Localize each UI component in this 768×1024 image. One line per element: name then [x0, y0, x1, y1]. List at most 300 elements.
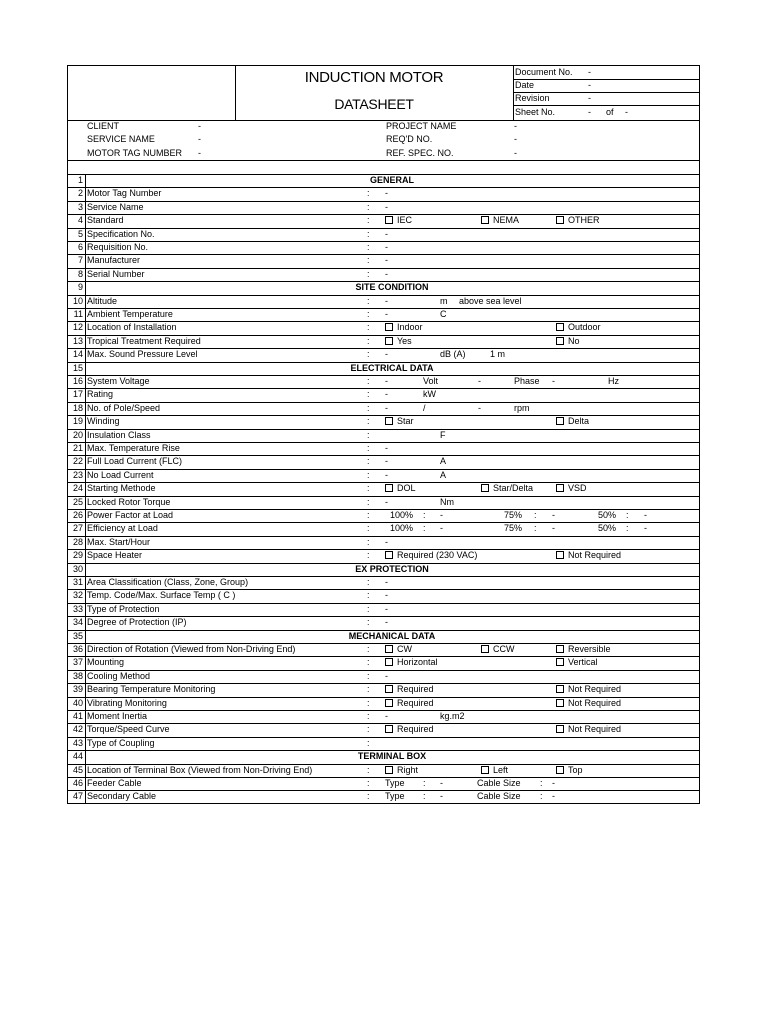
row-number: 44 — [72, 751, 83, 762]
checkbox-icon[interactable] — [481, 216, 489, 224]
row-number: 36 — [72, 644, 83, 654]
row-colon: : — [367, 242, 370, 252]
page-subtitle: DATASHEET — [334, 96, 414, 112]
client-info-label: PROJECT NAME — [386, 121, 457, 131]
row-number: 42 — [72, 724, 83, 735]
table-row — [68, 254, 699, 267]
checkbox-option[interactable] — [385, 643, 412, 656]
checkbox-icon[interactable] — [556, 216, 564, 224]
doc-info-label: Sheet No. — [515, 107, 556, 117]
row-value: - — [385, 469, 388, 480]
row-value: F — [440, 429, 446, 440]
row-value: - — [478, 402, 481, 413]
checkbox-label: IEC — [397, 215, 413, 226]
table-row — [68, 764, 699, 777]
table-row — [68, 643, 699, 656]
row-colon: : — [367, 188, 370, 199]
checkbox-option[interactable] — [556, 335, 580, 348]
table-row — [68, 348, 699, 361]
checkbox-option[interactable] — [481, 764, 508, 777]
checkbox-option[interactable] — [556, 214, 600, 227]
section-row — [68, 174, 699, 187]
row-label: System Voltage — [87, 376, 150, 386]
row-value: Type — [385, 778, 405, 788]
row-value: - — [440, 791, 443, 802]
checkbox-icon[interactable] — [385, 551, 393, 559]
row-value: 100% — [390, 510, 414, 520]
checkbox-icon[interactable] — [556, 685, 564, 693]
row-number: 7 — [77, 255, 83, 266]
row-number: 21 — [72, 443, 83, 453]
checkbox-option[interactable] — [556, 683, 621, 696]
row-value: : — [540, 778, 543, 788]
row-number: 45 — [72, 764, 83, 775]
row-value: - — [385, 268, 388, 279]
doc-info-value: - — [588, 67, 591, 77]
row-value: Hz — [608, 376, 619, 386]
checkbox-icon[interactable] — [556, 484, 564, 492]
table-row — [68, 536, 699, 549]
checkbox-label: Required — [397, 684, 434, 695]
checkbox-icon[interactable] — [556, 337, 564, 345]
row-colon: : — [367, 389, 370, 400]
row-number: 2 — [77, 188, 83, 199]
row-number: 17 — [72, 389, 83, 400]
header-bottom-line — [68, 120, 699, 121]
row-colon: : — [367, 295, 370, 306]
row-number: 12 — [72, 322, 83, 333]
checkbox-option[interactable] — [556, 415, 589, 428]
row-colon: : — [367, 778, 370, 788]
row-colon: : — [367, 684, 370, 695]
page-title: INDUCTION MOTOR — [304, 69, 444, 86]
checkbox-icon[interactable] — [385, 725, 393, 733]
row-label: Location of Installation — [87, 322, 177, 333]
row-value: C — [440, 309, 447, 319]
row-colon: : — [367, 255, 370, 266]
row-colon: : — [367, 402, 370, 413]
row-number: 5 — [77, 228, 83, 239]
table-row — [68, 402, 699, 415]
row-label: Temp. Code/Max. Surface Temp ( C ) — [87, 590, 236, 601]
table-row — [68, 697, 699, 710]
checkbox-option[interactable] — [556, 723, 621, 736]
row-label: Type of Coupling — [87, 737, 155, 748]
row-value: : — [423, 523, 426, 534]
row-value: - — [385, 711, 388, 721]
row-label: Efficiency at Load — [87, 523, 158, 534]
row-number: 25 — [72, 496, 83, 507]
table-row — [68, 603, 699, 616]
client-info-value: - — [514, 147, 517, 158]
row-label: Bearing Temperature Monitoring — [87, 684, 216, 695]
checkbox-label: Reversible — [568, 644, 611, 654]
row-label: Starting Methode — [87, 483, 156, 494]
row-label: Motor Tag Number — [87, 188, 162, 199]
row-label: Location of Terminal Box (Viewed from Non-Driving End) — [87, 764, 313, 775]
row-number: 23 — [72, 469, 83, 480]
table-row — [68, 201, 699, 214]
checkbox-option[interactable] — [556, 656, 598, 669]
row-value: - — [385, 309, 388, 319]
row-number: 43 — [72, 737, 83, 748]
row-label: Serial Number — [87, 268, 145, 279]
row-number: 20 — [72, 429, 83, 440]
checkbox-icon[interactable] — [385, 323, 393, 331]
table-row — [68, 228, 699, 241]
row-number: 6 — [77, 242, 83, 252]
row-colon: : — [367, 268, 370, 279]
checkbox-label: Required — [397, 697, 434, 708]
row-value: rpm — [514, 402, 530, 413]
row-number: 47 — [72, 791, 83, 802]
row-value: - — [385, 496, 388, 507]
row-value: : — [423, 778, 426, 788]
row-colon: : — [367, 670, 370, 681]
row-colon: : — [367, 711, 370, 721]
row-label: Ambient Temperature — [87, 309, 173, 319]
section-row — [68, 362, 699, 375]
table-row — [68, 482, 699, 495]
doc-info-of: of — [606, 107, 614, 117]
row-colon: : — [367, 416, 370, 427]
row-colon: : — [367, 228, 370, 239]
table-row — [68, 321, 699, 334]
row-colon: : — [367, 617, 370, 628]
row-number: 29 — [72, 550, 83, 561]
row-value: - — [385, 603, 388, 614]
client-info-value: - — [198, 147, 201, 158]
row-number: 11 — [73, 309, 83, 319]
row-value: Nm — [440, 496, 454, 507]
row-label: Max. Temperature Rise — [87, 443, 180, 453]
checkbox-icon[interactable] — [385, 658, 393, 666]
checkbox-icon[interactable] — [385, 216, 393, 224]
checkbox-label: Required (230 VAC) — [397, 550, 478, 561]
row-number: 33 — [72, 603, 83, 614]
checkbox-label: NEMA — [493, 215, 520, 226]
checkbox-option[interactable] — [481, 643, 515, 656]
row-label: Tropical Treatment Required — [87, 335, 201, 346]
row-label: Moment Inertia — [87, 711, 148, 721]
row-number: 8 — [77, 268, 83, 279]
row-number: 31 — [72, 577, 83, 587]
doc-info-label: Date — [515, 80, 535, 90]
section-title: MECHANICAL DATA — [348, 630, 436, 641]
section-title: EX PROTECTION — [355, 563, 429, 574]
row-colon: : — [367, 603, 370, 614]
row-number: 32 — [72, 590, 83, 601]
datasheet-form — [67, 65, 700, 804]
checkbox-option[interactable] — [385, 683, 434, 696]
checkbox-option[interactable] — [385, 321, 423, 334]
table-row — [68, 308, 699, 321]
checkbox-icon[interactable] — [556, 725, 564, 733]
row-number: 18 — [72, 402, 83, 413]
row-value: - — [385, 577, 388, 587]
checkbox-icon[interactable] — [385, 766, 393, 774]
row-value: : — [626, 523, 629, 534]
section-row — [68, 281, 699, 294]
checkbox-option[interactable] — [556, 697, 621, 710]
row-number: 24 — [72, 483, 83, 494]
row-value: Volt — [423, 376, 439, 386]
row-label: Mounting — [87, 657, 125, 668]
checkbox-label: No — [568, 335, 580, 346]
checkbox-option[interactable] — [481, 482, 533, 495]
checkbox-icon[interactable] — [556, 766, 564, 774]
row-label: Max. Sound Pressure Level — [87, 349, 198, 360]
row-colon: : — [367, 644, 370, 654]
row-value: - — [385, 617, 388, 628]
row-value: dB (A) — [440, 349, 466, 360]
row-value: : — [626, 510, 629, 520]
row-value: - — [385, 242, 388, 252]
row-number: 34 — [72, 617, 83, 628]
checkbox-option[interactable] — [556, 549, 621, 562]
row-number: 10 — [72, 295, 83, 306]
row-value: - — [385, 402, 388, 413]
checkbox-icon[interactable] — [481, 766, 489, 774]
row-colon: : — [367, 215, 370, 226]
row-value: - — [440, 778, 443, 788]
checkbox-option[interactable] — [385, 764, 418, 777]
row-label: Locked Rotor Torque — [87, 496, 171, 507]
checkbox-label: Required — [397, 724, 434, 735]
checkbox-label: OTHER — [568, 215, 600, 226]
checkbox-icon[interactable] — [385, 685, 393, 693]
checkbox-option[interactable] — [385, 335, 412, 348]
client-info-label: CLIENT — [87, 121, 120, 131]
client-info-value: - — [514, 121, 517, 131]
row-number: 26 — [72, 510, 83, 520]
row-value: - — [385, 389, 388, 400]
row-number: 16 — [72, 376, 83, 386]
checkbox-option[interactable] — [556, 321, 601, 334]
checkbox-option[interactable] — [385, 656, 438, 669]
checkbox-icon[interactable] — [556, 658, 564, 666]
table-row — [68, 442, 699, 455]
row-colon: : — [367, 510, 370, 520]
row-number: 1 — [77, 175, 83, 185]
client-info-value: - — [198, 121, 201, 131]
row-value: kg.m2 — [440, 711, 465, 721]
row-label: Full Load Current (FLC) — [87, 456, 183, 467]
row-value: Phase — [514, 376, 540, 386]
row-label: Feeder Cable — [87, 778, 142, 788]
checkbox-icon[interactable] — [556, 417, 564, 425]
row-colon: : — [367, 483, 370, 494]
row-value: - — [644, 510, 647, 520]
row-value: above sea level — [459, 295, 522, 306]
table-row — [68, 295, 699, 308]
checkbox-label: Indoor — [397, 322, 423, 333]
row-value: - — [385, 670, 388, 681]
row-value: - — [385, 295, 388, 306]
row-label: Specification No. — [87, 228, 155, 239]
checkbox-option[interactable] — [556, 643, 611, 656]
row-number: 4 — [77, 215, 83, 226]
row-colon: : — [367, 657, 370, 668]
doc-info-label: Revision — [515, 93, 550, 103]
checkbox-icon[interactable] — [385, 484, 393, 492]
row-value: - — [478, 376, 481, 386]
row-colon: : — [367, 590, 370, 601]
doc-info-value: - — [588, 80, 591, 90]
row-value: : — [540, 791, 543, 802]
row-number: 39 — [72, 684, 83, 695]
checkbox-option[interactable] — [385, 415, 414, 428]
checkbox-icon[interactable] — [385, 337, 393, 345]
row-colon: : — [367, 335, 370, 346]
row-colon: : — [367, 523, 370, 534]
checkbox-icon[interactable] — [556, 551, 564, 559]
checkbox-label: Horizontal — [397, 657, 438, 668]
table-row — [68, 388, 699, 401]
checkbox-option[interactable] — [385, 549, 477, 562]
doc-info-value: - — [588, 93, 591, 103]
row-number: 19 — [72, 416, 83, 427]
row-colon: : — [367, 456, 370, 467]
row-label: Service Name — [87, 201, 144, 212]
row-colon: : — [367, 376, 370, 386]
checkbox-option[interactable] — [481, 214, 519, 227]
row-label: Vibrating Monitoring — [87, 697, 167, 708]
row-value: m — [440, 295, 448, 306]
row-number: 37 — [72, 657, 83, 668]
checkbox-label: Delta — [568, 416, 590, 427]
row-value: Type — [385, 791, 405, 802]
checkbox-label: Outdoor — [568, 322, 601, 333]
section-title: ELECTRICAL DATA — [350, 362, 434, 373]
section-row — [68, 563, 699, 576]
row-label: Manufacturer — [87, 255, 141, 266]
section-title: SITE CONDITION — [355, 282, 429, 293]
row-label: Torque/Speed Curve — [87, 724, 170, 735]
row-value: Cable Size — [477, 778, 521, 788]
header-divider-right — [513, 66, 514, 120]
table-row — [68, 777, 699, 790]
checkbox-label: CCW — [493, 644, 515, 654]
checkbox-label: CW — [397, 644, 412, 654]
row-number: 14 — [72, 349, 83, 360]
table-row — [68, 241, 699, 254]
checkbox-label: Right — [397, 764, 419, 775]
client-info-value: - — [198, 134, 201, 145]
table-row — [68, 549, 699, 562]
checkbox-label: Yes — [397, 335, 412, 346]
row-value: 100% — [390, 523, 414, 534]
checkbox-label: Top — [568, 764, 583, 775]
row-value: kW — [423, 389, 436, 400]
row-colon: : — [367, 724, 370, 735]
checkbox-icon[interactable] — [481, 645, 489, 653]
table-row — [68, 187, 699, 200]
table-row — [68, 214, 699, 227]
checkbox-label: Star — [397, 416, 414, 427]
row-number: 15 — [72, 362, 83, 373]
row-colon: : — [367, 737, 370, 748]
checkbox-option[interactable] — [385, 697, 434, 710]
row-label: Space Heater — [87, 550, 143, 561]
checkbox-option[interactable] — [385, 214, 412, 227]
table-row — [68, 723, 699, 736]
table-row — [68, 670, 699, 683]
row-label: Degree of Protection (IP) — [87, 617, 187, 628]
row-value: - — [552, 778, 555, 788]
checkbox-option[interactable] — [385, 482, 416, 495]
row-value: - — [385, 201, 388, 212]
table-row — [68, 616, 699, 629]
section-row — [68, 750, 699, 763]
row-value: 1 m — [490, 349, 506, 360]
checkbox-option[interactable] — [556, 764, 583, 777]
client-info-label: REF. SPEC. NO. — [386, 147, 454, 158]
row-value: : — [534, 523, 537, 534]
checkbox-option[interactable] — [556, 482, 587, 495]
row-label: Secondary Cable — [87, 791, 157, 802]
row-label: Cooling Method — [87, 670, 151, 681]
checkbox-icon[interactable] — [556, 699, 564, 707]
row-colon: : — [367, 469, 370, 480]
table-row — [68, 737, 699, 750]
row-value: - — [440, 523, 443, 534]
row-value: - — [552, 376, 555, 386]
row-value: - — [385, 228, 388, 239]
checkbox-icon[interactable] — [556, 323, 564, 331]
checkbox-label: Vertical — [568, 657, 598, 668]
row-value: - — [552, 510, 555, 520]
row-colon: : — [367, 349, 370, 360]
checkbox-label: Not Required — [568, 724, 622, 735]
row-number: 41 — [72, 711, 83, 721]
row-label: Type of Protection — [87, 603, 160, 614]
client-info-label: MOTOR TAG NUMBER — [87, 147, 183, 158]
table-row — [68, 710, 699, 723]
checkbox-icon[interactable] — [481, 484, 489, 492]
checkbox-label: Not Required — [568, 684, 622, 695]
table-row — [68, 429, 699, 442]
table-row — [68, 522, 699, 535]
row-value: A — [440, 469, 447, 480]
table-row — [68, 455, 699, 468]
row-label: Area Classification (Class, Zone, Group) — [87, 577, 249, 587]
row-colon: : — [367, 536, 370, 547]
checkbox-option[interactable] — [385, 723, 434, 736]
row-number: 40 — [72, 697, 83, 708]
table-row — [68, 375, 699, 388]
table-row — [68, 469, 699, 482]
checkbox-icon[interactable] — [385, 699, 393, 707]
row-colon: : — [367, 577, 370, 587]
checkbox-icon[interactable] — [385, 645, 393, 653]
table-row — [68, 656, 699, 669]
client-info-label: SERVICE NAME — [87, 134, 155, 145]
row-number: 9 — [77, 282, 83, 293]
row-colon: : — [367, 697, 370, 708]
checkbox-icon[interactable] — [385, 417, 393, 425]
row-label: Direction of Rotation (Viewed from Non-Driving End) — [87, 644, 296, 654]
client-info-value: - — [514, 134, 517, 145]
row-colon: : — [367, 201, 370, 212]
row-value: / — [423, 402, 426, 413]
doc-info-label: Document No. — [515, 67, 573, 77]
checkbox-icon[interactable] — [556, 645, 564, 653]
row-value: - — [385, 349, 388, 360]
row-colon: : — [367, 322, 370, 333]
table-row — [68, 790, 699, 803]
row-value: - — [552, 523, 555, 534]
